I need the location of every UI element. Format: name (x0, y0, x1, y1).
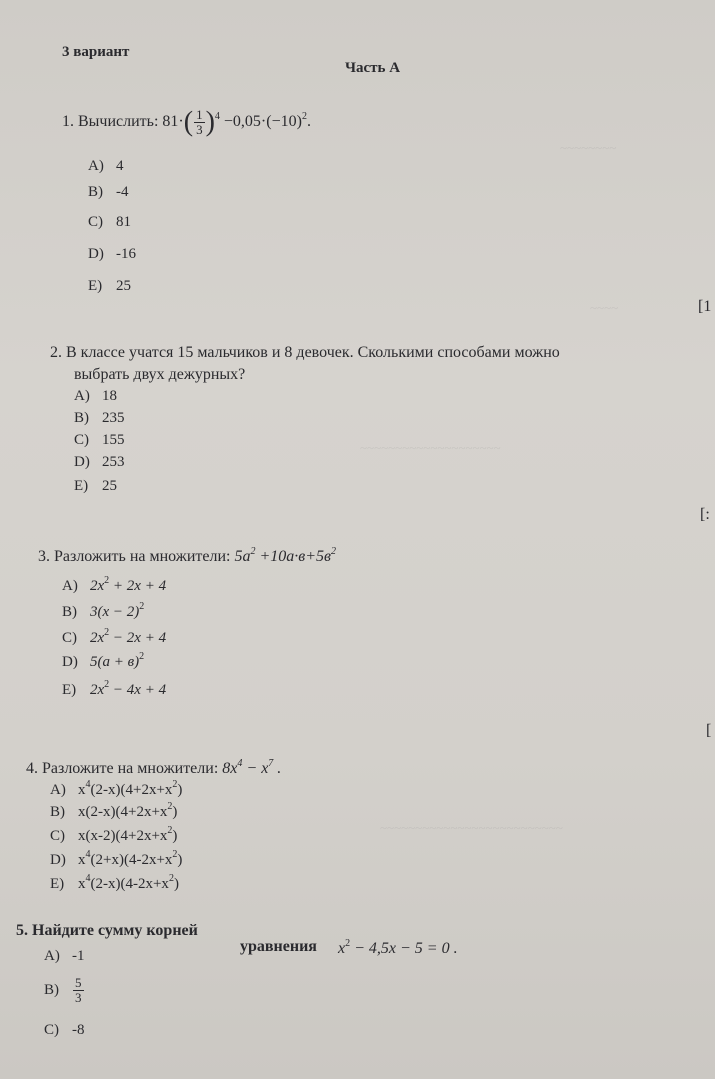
answer-option[interactable]: E) $2x^2 - 4x + 4$ (62, 679, 167, 698)
answer-option[interactable]: E) 25 (88, 278, 131, 294)
fraction: $\frac{5}{3}$ (75, 975, 82, 1005)
answer-option[interactable]: D) 253 (74, 454, 125, 470)
question-prompt: Разложите на множители: (42, 760, 219, 777)
question-prompt-line-2: выбрать двух дежурных? (74, 366, 246, 383)
bleed-through-text: ~~~~~~~~~~~~~~~~~~~~ (360, 440, 501, 455)
part-heading: Часть А (345, 60, 401, 76)
answer-option[interactable]: A) -1 (44, 948, 85, 964)
question-prompt: Вычислить: (78, 113, 159, 131)
score-bracket: [1 (698, 298, 712, 315)
math-expression: $5a^2 +10a\cdot в+5в^2$ (234, 546, 336, 565)
answer-option[interactable]: C) 155 (74, 432, 125, 448)
question-1 (62, 108, 311, 137)
answer-option[interactable]: B) $\frac{5}{3}$ (44, 975, 82, 1005)
bleed-through-text: ~~~~~~~~ (560, 140, 617, 155)
bleed-through-text: ~~~~ (590, 300, 619, 315)
answer-option[interactable]: A) $2x^2 + 2x + 4$ (62, 575, 167, 594)
score-bracket: [: (700, 506, 710, 523)
math-expression: $8x^4 - x^7$ . (222, 758, 282, 777)
question-prompt: Разложить на множители: (54, 548, 231, 565)
question-number: 3. (38, 548, 50, 565)
question-prompt: В классе учатся 15 мальчиков и 8 девочек. Сколькими способами можно (66, 344, 560, 361)
answer-option[interactable]: C) $2x^2 - 2x + 4$ (62, 627, 167, 646)
answer-option[interactable]: A) 4 (88, 158, 124, 174)
bleed-through-text: ~~~~~~~~~~~~~~~~~~~~~~~~~~ (380, 820, 563, 835)
question-3 (38, 548, 336, 566)
answer-option[interactable]: D) $5(a + в)^2$ (62, 651, 145, 670)
answer-option[interactable]: B) $3(x - 2)^2$ (62, 601, 145, 620)
answer-option[interactable]: C) -8 (44, 1022, 85, 1038)
answer-option[interactable]: B) -4 (88, 184, 129, 200)
math-expression: 81·( $\frac{1}{3}$ )$^4 -0,05\cdot(-10)^2$. (162, 106, 311, 138)
question-number: 5. (16, 922, 28, 939)
answer-option[interactable]: E) 25 (74, 478, 117, 494)
answer-option[interactable]: B) 235 (74, 410, 125, 426)
score-bracket: [ (706, 722, 712, 739)
question-number: 2. (50, 344, 62, 361)
math-expression: $x^2 - 4,5x - 5 = 0$ . (338, 938, 458, 957)
question-prompt: Найдите сумму корней (32, 922, 198, 939)
fraction: $\frac{1}{3}$ (196, 107, 203, 137)
answer-option[interactable]: A) $x^4(2-x)(4+2x+x^2)$ (50, 779, 183, 798)
answer-option[interactable]: B) $x(2-x)(4+2x+x^2)$ (50, 801, 178, 820)
answer-option[interactable]: D) -16 (88, 246, 136, 262)
question-2 (50, 344, 560, 362)
answer-option[interactable]: D) $x^4(2+x)(4-2x+x^2)$ (50, 849, 183, 868)
question-4 (26, 760, 281, 778)
answer-option[interactable]: C) 81 (88, 214, 131, 230)
answer-option[interactable]: C) $x(x-2)(4+2x+x^2)$ (50, 825, 178, 844)
answer-option[interactable]: E) $x^4(2-x)(4-2x+x^2)$ (50, 873, 179, 892)
question-prompt-continued: уравнения (240, 938, 317, 955)
answer-option[interactable]: A) 18 (74, 388, 117, 404)
variant-heading: 3 вариант (62, 44, 130, 60)
question-number: 1. (62, 113, 74, 131)
question-number: 4. (26, 760, 38, 777)
question-5 (16, 922, 198, 940)
